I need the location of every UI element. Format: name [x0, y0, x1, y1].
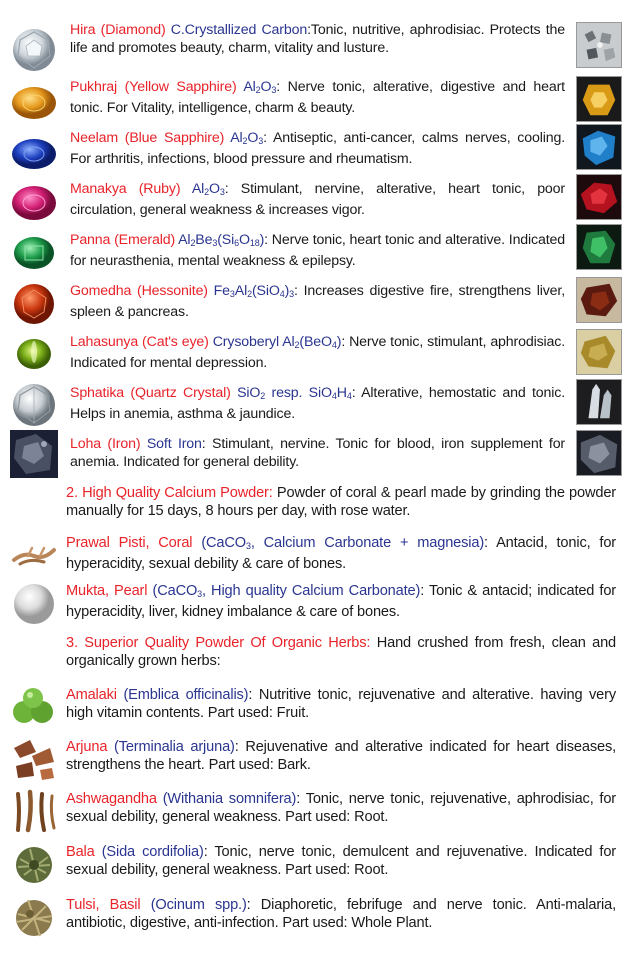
herb-desc: : Diaphoretic, febrifuge and nerve tonic. Anti-malaria, antibiotic, digestive, anti-infection. Part used: Whole Plant.: [66, 897, 616, 931]
calcium-desc: : Tonic & antacid; indicated for hyperacidity, liver, kidney imbalance & care of bones.: [66, 583, 616, 620]
arjuna-bark-icon: [10, 734, 58, 782]
herb-name: Ashwagandha: [66, 791, 157, 807]
herb-latin-name: (Sida cordifolia): [101, 844, 204, 860]
chem-ref: [0, 0, 1, 1]
gem-name: Neelam (Blue Sapphire): [70, 130, 225, 146]
quartz-gem-icon: [10, 381, 58, 429]
gem-description: [70, 283, 565, 321]
gem-desc: : Increases digestive fire, strengthens liver, spleen & pancreas.: [70, 283, 565, 320]
herb-description: [66, 896, 616, 932]
gem-formula: C.Crystallized Carbon: [170, 22, 308, 38]
herb-name: Arjuna: [66, 739, 108, 755]
herb-description: [66, 738, 616, 774]
coral-icon: [10, 530, 58, 578]
section-desc: Hand crushed from fresh, clean and organically grown herbs:: [66, 635, 617, 669]
rough-hessonite-photo-icon: [576, 277, 622, 323]
bala-herb-icon: [10, 839, 58, 887]
gem-description: [70, 232, 565, 270]
calcium-description: [66, 534, 616, 573]
pearl-icon: [10, 580, 58, 628]
yellow-sapphire-gem-icon: [10, 79, 58, 127]
iron-ore-icon: [10, 430, 58, 478]
herb-desc: : Tonic, nerve tonic, demulcent and rejuvenative. Indicated for sexual debility, general weakness. Part used: Root.: [66, 844, 617, 878]
gem-formula: $Al_2O_3$: [230, 130, 264, 146]
herb-latin-name: (Ocinum spp.): [150, 897, 247, 913]
herb-latin-name: (Emblica officinalis): [123, 687, 249, 703]
herb-desc: : Rejuvenative and alterative indicated for heart diseases, strengthens the heart. Part used: Bark.: [66, 739, 617, 773]
herb-description: [66, 843, 616, 879]
gem-name: Panna (Emerald): [70, 232, 176, 248]
rough-blue-sapphire-photo-icon: [576, 124, 622, 170]
gem-formula: $Al_2Be_3(Si_6O_{18})$: [178, 232, 265, 248]
rough-chrysoberyl-photo-icon: [576, 329, 622, 375]
section-herbs-text: [66, 634, 616, 670]
quartz-crystal-photo-icon: [576, 379, 622, 425]
gem-name: Lahasunya (Cat's eye): [70, 334, 209, 350]
calcium-formula: (CaCO$_3$, High quality Calcium Carbonate): [152, 583, 421, 599]
herb-name: Tulsi, Basil: [66, 897, 141, 913]
section-heading: 2. High Quality Calcium Powder:: [66, 485, 273, 501]
gem-formula: $Fe_3Al_2(SiO_4)_3$: [213, 283, 295, 299]
cats-eye-gem-icon: [10, 330, 58, 378]
gem-description: [70, 181, 565, 219]
gem-desc: :Tonic, nutritive, aphrodisiac. Protects the life and promotes beauty, charm, vitality and lusture.: [70, 22, 565, 56]
gem-desc: : Stimulant, nervine. Tonic for blood, iron supplement for anemia. Indicated for general debility.: [70, 436, 566, 470]
blue-sapphire-gem-icon: [10, 130, 58, 178]
herb-latin-name: (Withania somnifera): [162, 791, 297, 807]
herb-description: [66, 686, 616, 722]
calcium-description: [66, 582, 616, 621]
calcium-name: Prawal Pisti, Coral: [66, 535, 193, 551]
gem-name: Loha (Iron): [70, 436, 141, 452]
section-calcium-text: [66, 484, 616, 520]
calcium-name: Mukta, Pearl: [66, 583, 148, 599]
herb-latin-name: (Terminalia arjuna): [113, 739, 235, 755]
gem-description: [70, 79, 565, 117]
gem-description: [70, 385, 565, 423]
gem-formula: $Al_2O_3$: [191, 181, 225, 197]
rough-yellow-sapphire-photo-icon: [576, 76, 622, 122]
diamond-gem-icon: [10, 26, 58, 74]
amla-fruit-icon: [10, 682, 58, 730]
iron-ore-photo-icon: [576, 430, 622, 476]
calcium-desc: : Antacid, tonic, for hyperacidity, sexual debility & care of bones.: [66, 535, 616, 572]
gem-description: [70, 334, 565, 372]
rough-ruby-photo-icon: [576, 174, 622, 220]
gem-desc: : Stimulant, nervine, alterative, heart tonic, poor circulation, general weakness & increases vigor.: [70, 181, 565, 218]
gem-desc: : Nerve tonic, alterative, digestive and heart tonic. For Vitality, intelligence, charm & beauty.: [70, 79, 565, 116]
ashwagandha-root-icon: [10, 786, 58, 834]
gem-formula: Crysoberyl $Al_2(BeO_4)$: [212, 334, 342, 350]
rough-diamond-photo-icon: [576, 22, 622, 68]
section-desc: Powder of coral & pearl made by grinding the powder manually for 15 days, 8 hours per day, with rose water.: [66, 485, 616, 519]
rough-emerald-photo-icon: [576, 224, 622, 270]
gem-name: Pukhraj (Yellow Sapphire): [70, 79, 237, 95]
gem-formula: $Al_2O_3$: [243, 79, 277, 95]
gem-desc: : Alterative, hemostatic and tonic. Helps in anemia, asthma & jaundice.: [70, 385, 566, 422]
gem-description: [70, 130, 565, 168]
gem-formula: Soft Iron: [146, 436, 202, 452]
calcium-formula: (CaCO$_3$, Calcium Carbonate + magnesia): [201, 535, 485, 551]
gem-formula: SiO$_2$ resp. $SiO_4H_4$: [237, 385, 352, 401]
gem-description: [70, 436, 565, 471]
tulsi-herb-icon: [10, 892, 58, 940]
gem-desc: : Antiseptic, anti-cancer, calms nerves, cooling. For arthritis, infections, blood pressure and rheumatism.: [70, 130, 565, 167]
herb-name: Amalaki: [66, 687, 117, 703]
gem-name: Manakya (Ruby): [70, 181, 181, 197]
herb-name: Bala: [66, 844, 95, 860]
hessonite-gem-icon: [10, 280, 58, 328]
gem-description: [70, 22, 565, 57]
section-heading: 3. Superior Quality Powder Of Organic Herbs:: [66, 635, 371, 651]
gem-desc: : Nerve tonic, stimulant, aphrodisiac. Indicated for mental depression.: [70, 334, 566, 371]
herb-desc: : Tonic, nerve tonic, rejuvenative, aphrodisiac, for sexual debility, general weakness. Part used: Root.: [66, 791, 617, 825]
gem-desc: : Nerve tonic, heart tonic and alterative. Indicated for neurasthenia, mental weakness & epilepsy.: [70, 232, 566, 269]
herb-desc: : Nutritive tonic, rejuvenative and alterative. having very high vitamin contents. Part used: Fruit.: [66, 687, 616, 721]
ruby-gem-icon: [10, 179, 58, 227]
herb-description: [66, 790, 616, 826]
gem-name: Sphatika (Quartz Crystal): [70, 385, 231, 401]
emerald-gem-icon: [10, 229, 58, 277]
gem-name: Gomedha (Hessonite): [70, 283, 208, 299]
gem-name: Hira (Diamond): [70, 22, 166, 38]
